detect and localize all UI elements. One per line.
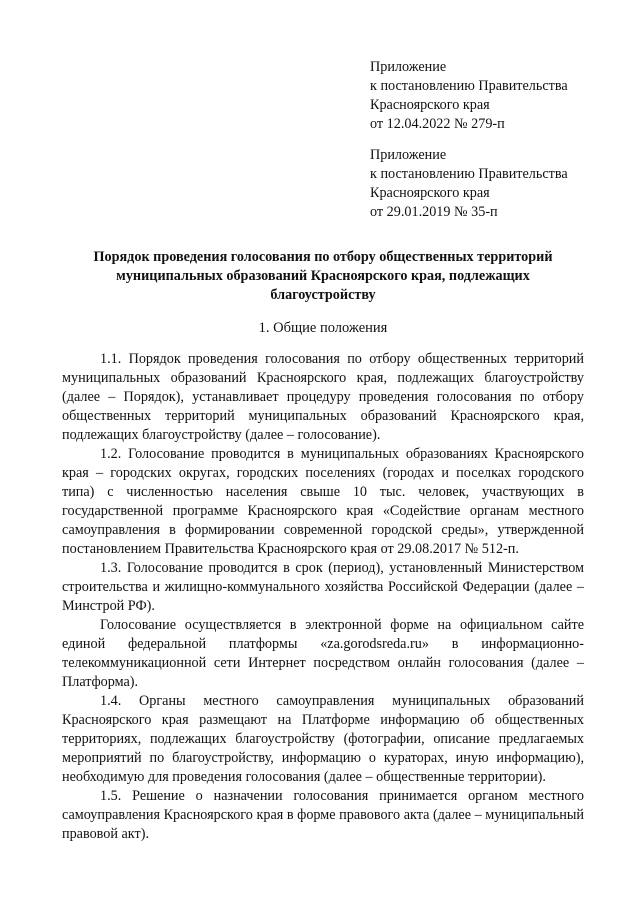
appendix-original-block (370, 146, 568, 222)
document-title: Порядок проведения голосования по отбору общественных территорий муниципальных образований Красноярского края, подлежащих благоустройству (93, 249, 553, 303)
paragraph-1-3: 1.3. Голосование проводится в срок (период), установленный Министерством строительства и жилищно-коммунального хозяйства Российской Федерации (далее – Минстрой РФ). (62, 560, 584, 614)
appendix-original-line4: от 29.01.2019 № 35-п (370, 204, 498, 220)
paragraph-1-2: 1.2. Голосование проводится в муниципальных образованиях Красноярского края – городских округах, городских поселениях (городах и поселках городского типа) с численностью населения свыше 10 тыс. человек, участвующих в государственной программе Красноярского края «Содействие органам местного самоуправления в формировании современной городской среды», утвержденной постановлением Правительства Красноярского края от 29.08.2017 № 512-п. (62, 446, 584, 557)
paragraph-1-3-platform: Голосование осуществляется в электронной форме на официальном сайте единой федеральной платформы «za.gorodsreda.ru» в информационно-телекоммуникационной сети Интернет посредством онлайн голосования (далее – Платформа). (62, 617, 584, 690)
paragraph-1-1: 1.1. Порядок проведения голосования по отбору общественных территорий муниципальных образований Красноярского края, подлежащих благоустройству (далее – Порядок), устанавливает процедуру проведения голосования по отбору общественных территорий муниципальных образований Красноярского края, подлежащих благоустройству (далее – голосование). (62, 351, 584, 443)
paragraph-1-4: 1.4. Органы местного самоуправления муниципальных образований Красноярского края размещают на Платформе информацию об общественных территориях, подлежащих благоустройству (фотографии, описание предлагаемых мероприятий по благоустройству, информацию о кураторах, иную информацию), необходимую для проведения голосования (далее – общественные территории). (62, 693, 584, 785)
paragraph-1-5: 1.5. Решение о назначении голосования принимается органом местного самоуправления Красноярского края в форме правового акта (далее – муниципальный правовой акт). (62, 788, 584, 842)
section-heading: 1. Общие положения (258, 320, 388, 336)
appendix-current-block (370, 58, 568, 134)
appendix-original-line1: Приложение (370, 147, 447, 163)
appendix-current-line4: от 12.04.2022 № 279-п (370, 116, 505, 132)
appendix-current-line2: к постановлению Правительства (370, 78, 568, 94)
appendix-current-line3: Красноярского края (370, 97, 490, 113)
appendix-current-line1: Приложение (370, 59, 447, 75)
document-body (62, 350, 584, 844)
appendix-original-line2: к постановлению Правительства (370, 166, 568, 182)
appendix-original-line3: Красноярского края (370, 185, 490, 201)
